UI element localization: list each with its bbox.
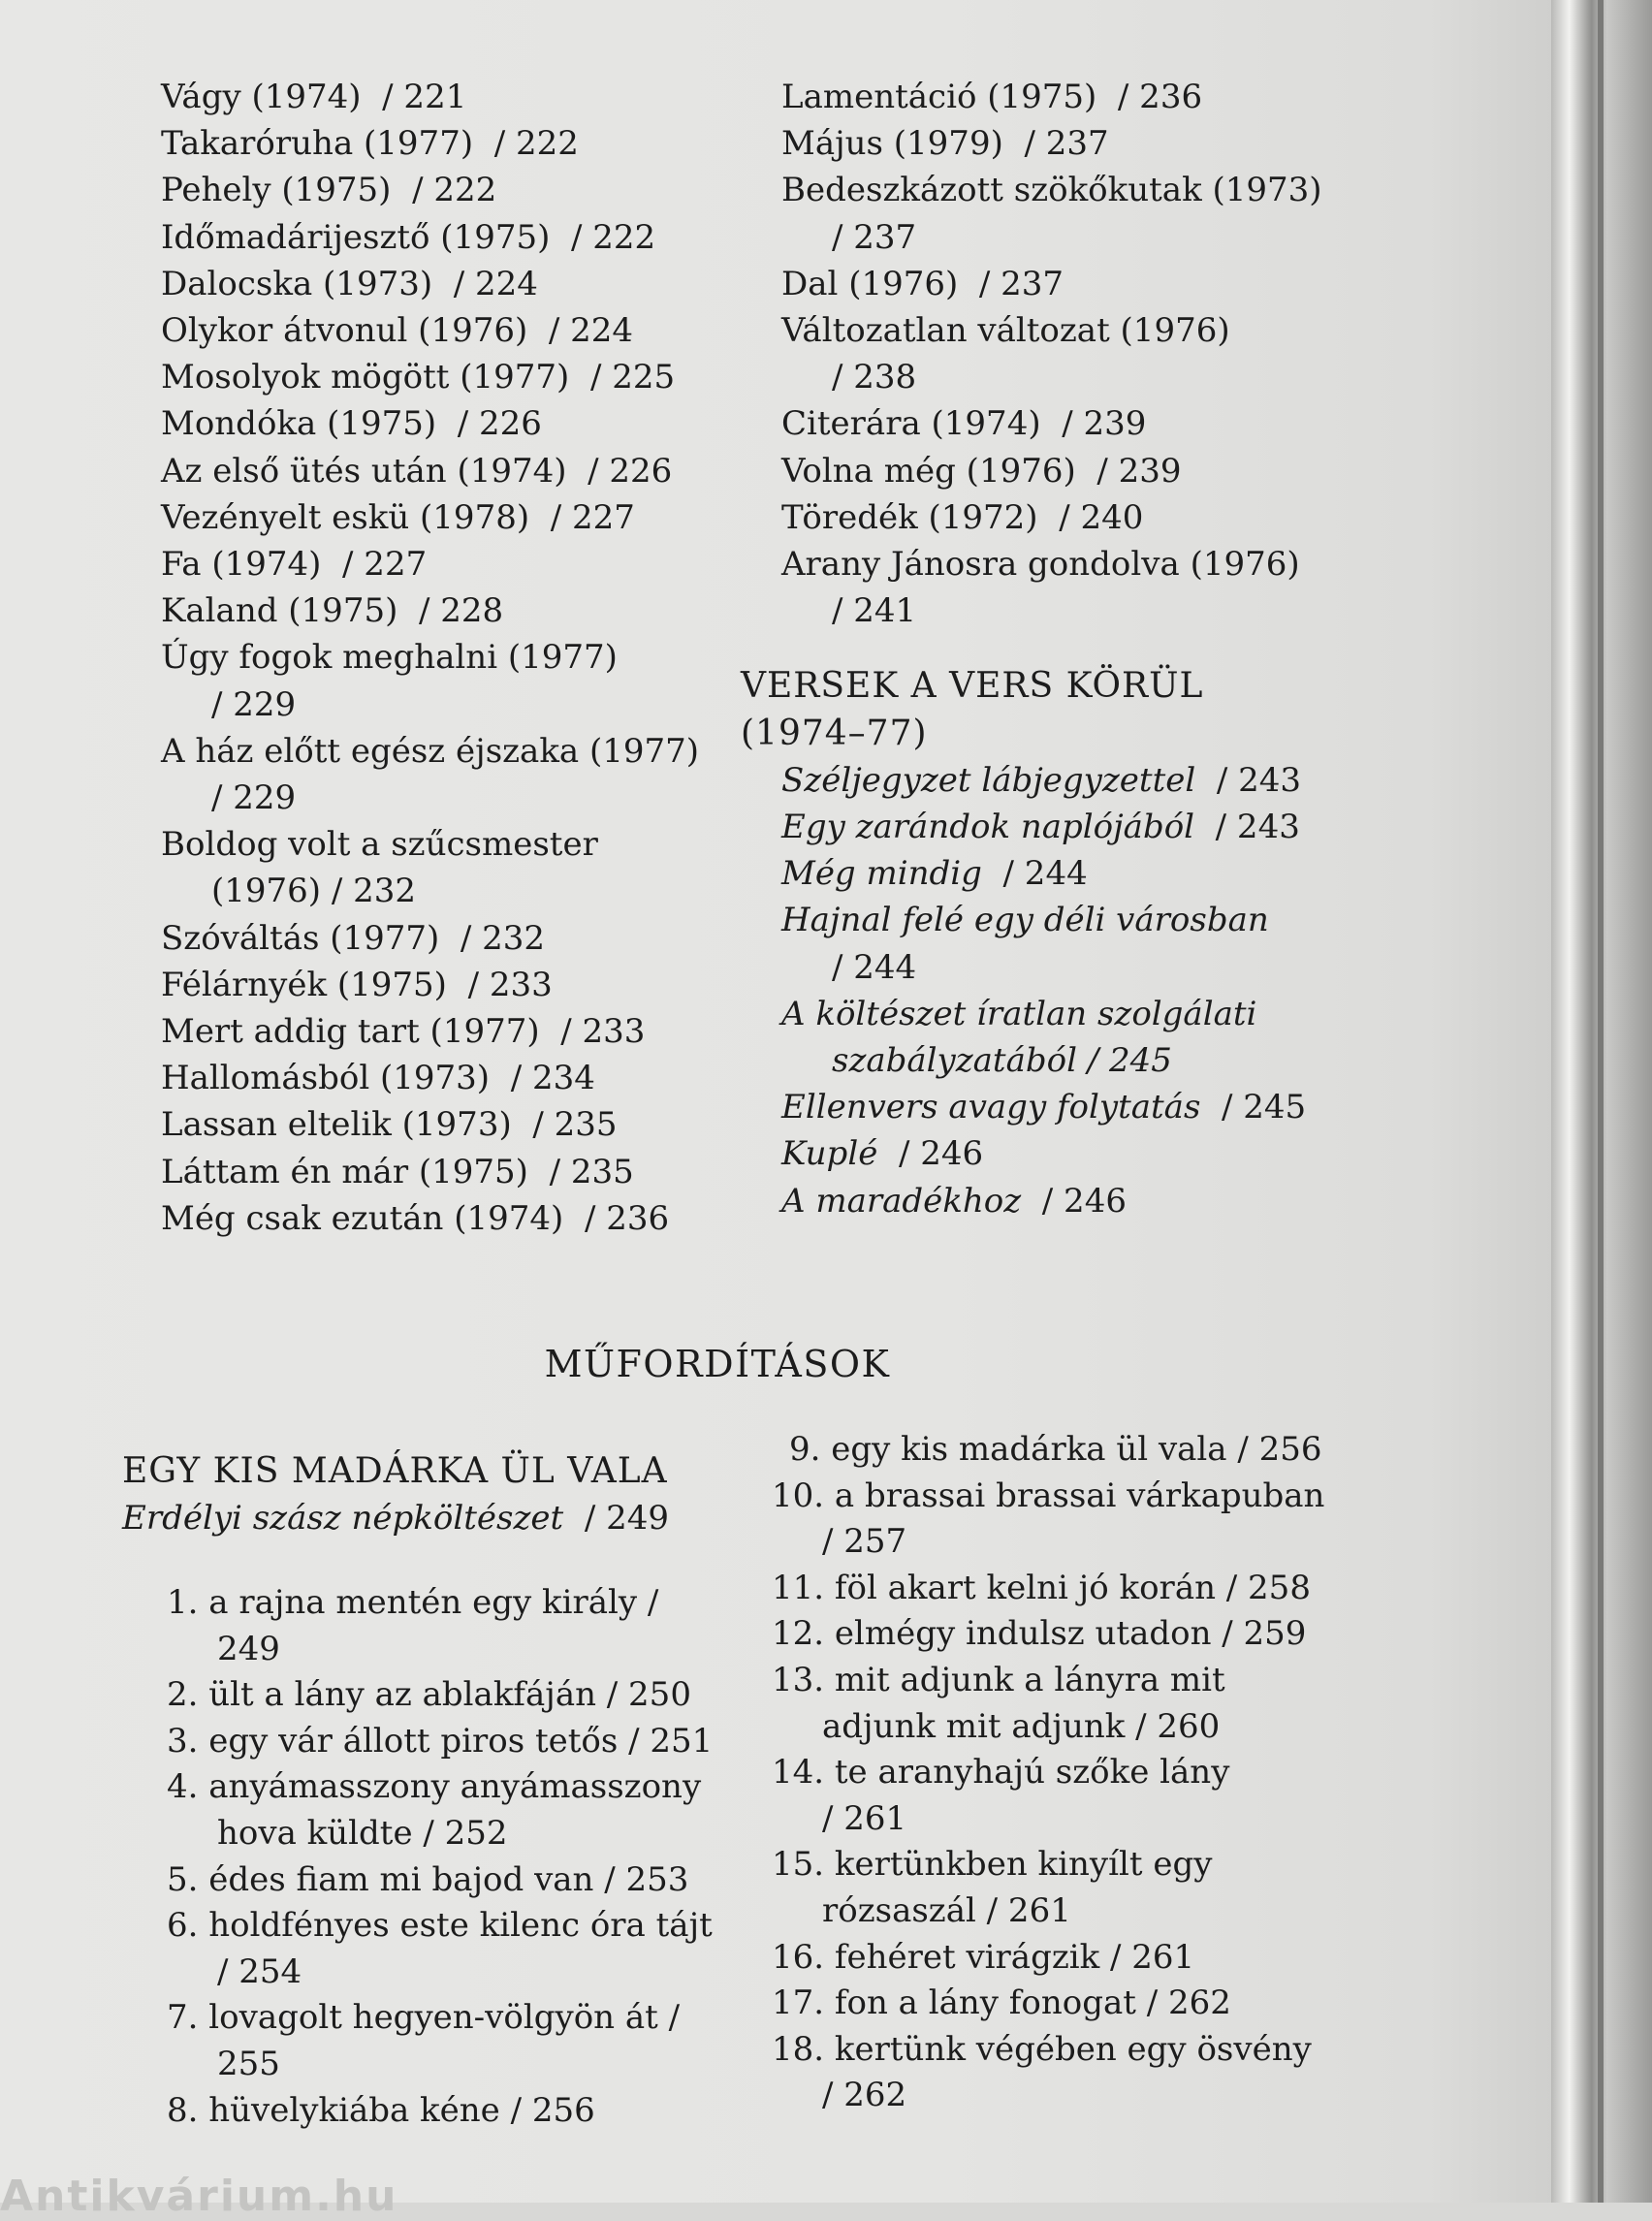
list-item-continuation: / 257 bbox=[822, 1522, 907, 1562]
watermark: Antikvárium.hu bbox=[0, 2172, 398, 2221]
toc-entry: Ellenvers avagy folytatás / 245 bbox=[781, 1088, 1307, 1127]
toc-entry: Dalocska (1973) / 224 bbox=[161, 264, 538, 303]
toc-entry: Hajnal felé egy déli városban bbox=[781, 901, 1269, 940]
toc-entry: Olykor átvonul (1976) / 224 bbox=[161, 311, 634, 351]
list-item: 10. a brassai brassai várkapuban bbox=[772, 1475, 1325, 1515]
section-heading-muforditasok: MŰFORDÍTÁSOK bbox=[544, 1343, 891, 1385]
list-item-continuation: adjunk mit adjunk / 260 bbox=[822, 1706, 1221, 1746]
toc-entry: Változatlan változat (1976) bbox=[781, 311, 1230, 351]
numbered-list-left bbox=[167, 1580, 768, 2134]
toc-entry: Még mindig / 244 bbox=[781, 854, 1088, 894]
toc-entry: Töredék (1972) / 240 bbox=[781, 497, 1144, 537]
list-item: 2. ült a lány az ablakfáján / 250 bbox=[167, 1675, 691, 1715]
subsection-heading: EGY KIS MADÁRKA ÜL VALA bbox=[122, 1451, 668, 1491]
toc-entry: Félárnyék (1975) / 233 bbox=[161, 965, 553, 1004]
section-heading-versek: VERSEK A VERS KÖRÜL bbox=[741, 666, 1204, 707]
toc-left-column bbox=[161, 74, 781, 1242]
toc-entry: Fa (1974) / 227 bbox=[161, 545, 428, 585]
toc-entry: Úgy fogok meghalni (1977) bbox=[161, 638, 618, 678]
list-item-continuation: 249 bbox=[217, 1629, 280, 1668]
toc-entry: Takaróruha (1977) / 222 bbox=[161, 124, 579, 164]
list-item-continuation: / 261 bbox=[822, 1798, 907, 1838]
section-heading-versek-years: (1974–77) bbox=[741, 713, 928, 753]
toc-entry: Egy zarándok naplójából / 243 bbox=[781, 808, 1300, 847]
list-item: 9. egy kis madárka ül vala / 256 bbox=[789, 1430, 1322, 1469]
list-item: 16. fehéret virágzik / 261 bbox=[772, 1937, 1195, 1977]
toc-entry: Szóváltás (1977) / 232 bbox=[161, 918, 546, 958]
list-item: 3. egy vár állott piros tetős / 251 bbox=[167, 1721, 714, 1761]
toc-entry: A maradékhoz / 246 bbox=[781, 1181, 1127, 1221]
toc-entry: Boldog volt a szűcsmester bbox=[161, 825, 598, 865]
toc-entry: Bedeszkázott szökőkutak (1973) bbox=[781, 171, 1322, 210]
toc-entry: Pehely (1975) / 222 bbox=[161, 171, 497, 210]
toc-entry: Vezényelt eskü (1978) / 227 bbox=[161, 497, 635, 537]
list-item-continuation: 255 bbox=[217, 2044, 280, 2083]
toc-entry: Volna még (1976) / 239 bbox=[781, 451, 1182, 491]
toc-entry: Mosolyok mögött (1977) / 225 bbox=[161, 358, 676, 397]
toc-entry: Citerára (1974) / 239 bbox=[781, 404, 1147, 444]
toc-entry: Vágy (1974) / 221 bbox=[161, 78, 467, 116]
toc-entry-continuation: / 229 bbox=[211, 684, 297, 724]
toc-entry: Még csak ezután (1974) / 236 bbox=[161, 1198, 670, 1238]
toc-entry: Mondóka (1975) / 226 bbox=[161, 404, 542, 444]
toc-entry: Kuplé / 246 bbox=[781, 1134, 984, 1174]
toc-entry: A ház előtt egész éjszaka (1977) bbox=[161, 731, 700, 771]
toc-entry: Láttam én már (1975) / 235 bbox=[161, 1152, 634, 1191]
toc-entry: Hallomásból (1973) / 234 bbox=[161, 1059, 595, 1098]
toc-entry-continuation: szabályzatából / 245 bbox=[832, 1041, 1172, 1081]
toc-entry: Lassan eltelik (1973) / 235 bbox=[161, 1105, 618, 1145]
toc-entry-continuation: / 244 bbox=[832, 947, 917, 987]
list-item: 6. holdfényes este kilenc óra tájt bbox=[167, 1906, 713, 1946]
toc-entry: Az első ütés után (1974) / 226 bbox=[161, 451, 673, 491]
toc-entry-continuation: (1976) / 232 bbox=[211, 872, 417, 911]
toc-entry-continuation: / 229 bbox=[211, 778, 297, 818]
toc-entry: A költészet íratlan szolgálati bbox=[781, 994, 1257, 1033]
subsection-header bbox=[122, 1448, 762, 1541]
toc-entry: Széljegyzet lábjegyzettel / 243 bbox=[781, 760, 1302, 800]
list-item: 18. kertünk végében egy ösvény bbox=[772, 2029, 1312, 2069]
list-item-continuation: / 254 bbox=[217, 1951, 302, 1991]
numbered-list-right bbox=[772, 1427, 1509, 2119]
toc-entry: Dal (1976) / 237 bbox=[781, 264, 1064, 303]
list-item: 5. édes fiam mi bajod van / 253 bbox=[167, 1859, 689, 1899]
spine-edge bbox=[1598, 0, 1604, 2203]
list-item: 8. hüvelykiába kéne / 256 bbox=[167, 2090, 595, 2130]
toc-entry-continuation: / 241 bbox=[832, 591, 917, 631]
list-item: 14. te aranyhajú szőke lány bbox=[772, 1753, 1230, 1793]
subsection-subtitle: Erdélyi szász népköltészet / 249 bbox=[122, 1499, 669, 1539]
toc-entry: Arany Jánosra gondolva (1976) bbox=[781, 545, 1300, 585]
list-item: 7. lovagolt hegyen-völgyön át / bbox=[167, 1998, 681, 2038]
list-item-continuation: hova küldte / 252 bbox=[217, 1813, 508, 1853]
list-item: 12. elmégy indulsz utadon / 259 bbox=[772, 1614, 1307, 1654]
toc-entry: Mert addig tart (1977) / 233 bbox=[161, 1012, 646, 1052]
list-item: 11. föl akart kelni jó korán / 258 bbox=[772, 1568, 1311, 1607]
list-item: 17. fon a lány fonogat / 262 bbox=[772, 1983, 1231, 2023]
list-item: 1. a rajna mentén egy király / bbox=[167, 1583, 659, 1622]
list-item: 4. anyámasszony anyámasszony bbox=[167, 1767, 702, 1807]
list-item: 15. kertünkben kinyílt egy bbox=[772, 1845, 1213, 1885]
toc-right-column bbox=[741, 74, 1518, 1224]
toc-entry: Május (1979) / 237 bbox=[781, 124, 1109, 164]
list-item: 13. mit adjunk a lányra mit bbox=[772, 1660, 1225, 1699]
toc-entry-continuation: / 238 bbox=[832, 358, 917, 397]
toc-entry: Időmadárijesztő (1975) / 222 bbox=[161, 217, 656, 257]
toc-entry: Lamentáció (1975) / 236 bbox=[781, 78, 1203, 116]
toc-entry-continuation: / 237 bbox=[832, 217, 917, 257]
toc-entry: Kaland (1975) / 228 bbox=[161, 591, 504, 631]
list-item-continuation: / 262 bbox=[822, 2076, 907, 2115]
list-item-continuation: rózsaszál / 261 bbox=[822, 1890, 1071, 1930]
